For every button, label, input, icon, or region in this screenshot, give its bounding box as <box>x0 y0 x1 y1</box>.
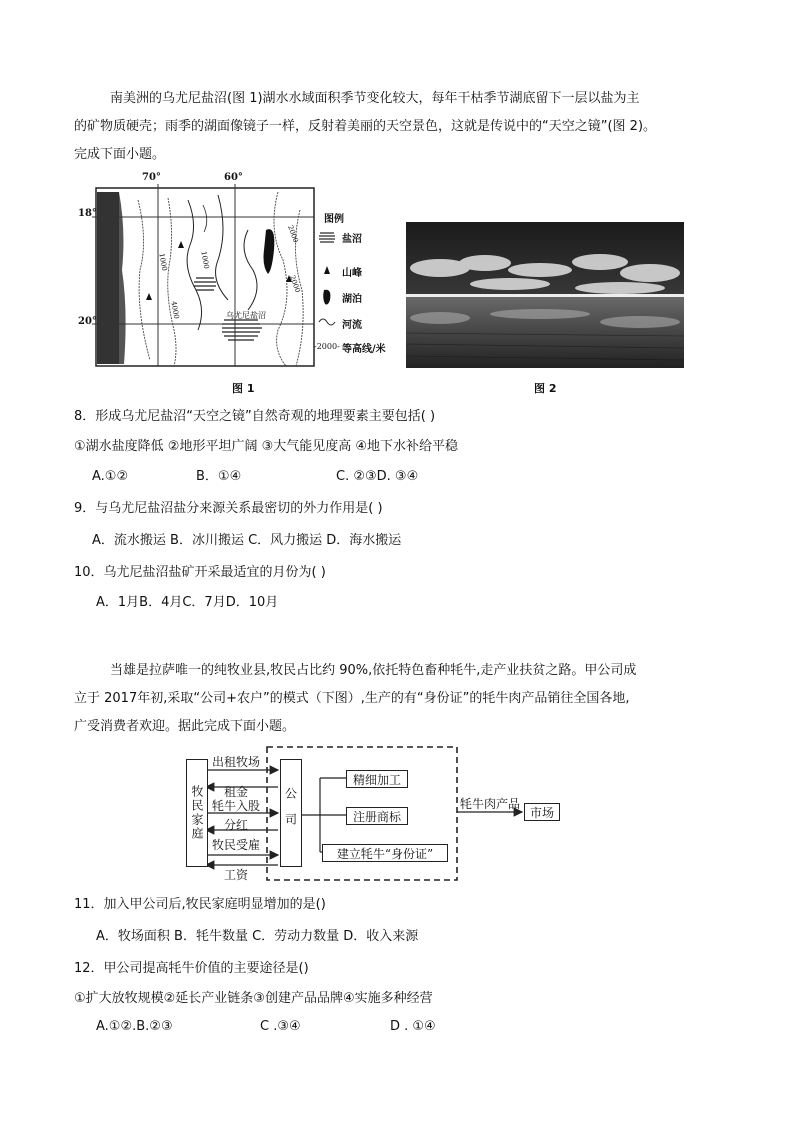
intro2-line3: 广受消费者欢迎。据此完成下面小题。 <box>74 719 296 734</box>
company-label: 公司 <box>283 787 298 839</box>
rent-label: 租金 <box>224 785 249 799</box>
lon-70-label: 70° <box>142 172 161 183</box>
contour-label: 4000 <box>169 300 181 320</box>
dividend-label: 分红 <box>224 818 249 832</box>
legend-contour: 等高线/米 <box>342 344 386 355</box>
q12-option-d: D . ①④ <box>390 1019 436 1034</box>
salt-flat-label: 乌尤尼盐沼 <box>226 311 266 320</box>
intro1-line2: 的矿物质硬壳；雨季的湖面像镜子一样，反射着美丽的天空景色，这就是传说中的“天空之镜”(图 2)。 <box>74 119 657 134</box>
q11-options: A．牧场面积 B．牦牛数量 C．劳动力数量 D．收入来源 <box>96 929 419 944</box>
company-box <box>280 759 302 867</box>
rent-pasture-label: 出租牧场 <box>212 755 261 769</box>
yak-id-label: 建立牦牛“身份证” <box>336 846 434 861</box>
legend-river: 河流 <box>342 320 362 331</box>
contour-label: 2000 <box>288 274 302 294</box>
q12-option-c: C .③④ <box>260 1019 301 1034</box>
lat-18-label: 18° <box>78 208 97 219</box>
q10-options: A．1月B．4月C．7月D．10月 <box>96 595 279 610</box>
q12-items: ①扩大放牧规模②延长产业链条③创建产品品牌④实施多种经营 <box>74 991 433 1006</box>
herder-family-label: 牧民家庭 <box>190 785 204 841</box>
fine-processing-label: 精细加工 <box>352 772 401 787</box>
company-farmer-diagram <box>180 745 580 885</box>
trademark-label: 注册商标 <box>352 809 401 824</box>
q12-stem: 12．甲公司提高牦牛价值的主要途径是() <box>74 961 309 976</box>
q11-stem: 11．加入甲公司后,牧民家庭明显增加的是() <box>74 897 326 912</box>
legend-title: 图例 <box>324 214 344 225</box>
lon-60-label: 60° <box>224 172 243 183</box>
q8-option-cd: C. ②③D. ③④ <box>336 469 419 484</box>
figure-1-caption: 图 1 <box>232 382 255 395</box>
legend-contour-value: -2000- <box>314 342 340 351</box>
legend-lake: 湖泊 <box>342 294 362 305</box>
legend-salt: 盐沼 <box>342 234 362 245</box>
intro1-line3: 完成下面小题。 <box>74 147 166 162</box>
herder-family-box <box>186 759 208 867</box>
yak-meat-label: 牦牛肉产品 <box>460 797 521 811</box>
contour-label: 1000 <box>199 250 211 270</box>
figure-1-map <box>78 170 390 395</box>
q8-items: ①湖水盐度降低 ②地形平坦广阔 ③大气能见度高 ④地下水补给平稳 <box>74 439 459 454</box>
yak-id-box <box>322 844 448 862</box>
wage-label: 工资 <box>224 868 249 882</box>
market-box <box>524 803 560 821</box>
market-label: 市场 <box>529 805 554 820</box>
trademark-box <box>346 807 408 825</box>
q9-options: A．流水搬运 B．冰川搬运 C．风力搬运 D．海水搬运 <box>92 533 402 548</box>
fine-processing-box <box>346 770 408 788</box>
figure-2-caption: 图 2 <box>534 382 557 395</box>
intro2-line2: 立于 2017年初,采取“公司+农户”的模式（下图）,生产的有“身份证”的牦牛肉产品销往全国各地, <box>74 691 630 706</box>
q9-stem: 9．与乌尤尼盐沼盐分来源关系最密切的外力作用是( ) <box>74 501 383 516</box>
lat-20-label: 20° <box>78 316 97 327</box>
q12-option-ab: A.①②.B.②③ <box>96 1019 173 1034</box>
q8-option-b: B．①④ <box>196 469 242 484</box>
contour-label: 1000 <box>157 252 169 272</box>
q10-stem: 10．乌尤尼盐沼盐矿开采最适宜的月份为( ) <box>74 565 326 580</box>
intro1-line1: 南美洲的乌尤尼盐沼(图 1)湖水水域面积季节变化较大，每年干枯季节湖底留下一层以盐为主 <box>110 91 640 106</box>
q8-stem: 8．形成乌尤尼盐沼“天空之镜”自然奇观的地理要素主要包括( ) <box>74 409 436 424</box>
figure-2-photo <box>400 218 690 398</box>
q8-option-a: A.①② <box>92 469 129 484</box>
yak-shares-label: 牦牛入股 <box>212 799 261 813</box>
contour-label: 2000 <box>286 224 300 244</box>
legend-peak: 山峰 <box>342 268 362 279</box>
hired-label: 牧民受雇 <box>212 838 261 852</box>
intro2-line1: 当雄是拉萨唯一的纯牧业县,牧民占比约 90%,依托特色畜种牦牛,走产业扶贫之路。甲公司成 <box>110 663 637 678</box>
